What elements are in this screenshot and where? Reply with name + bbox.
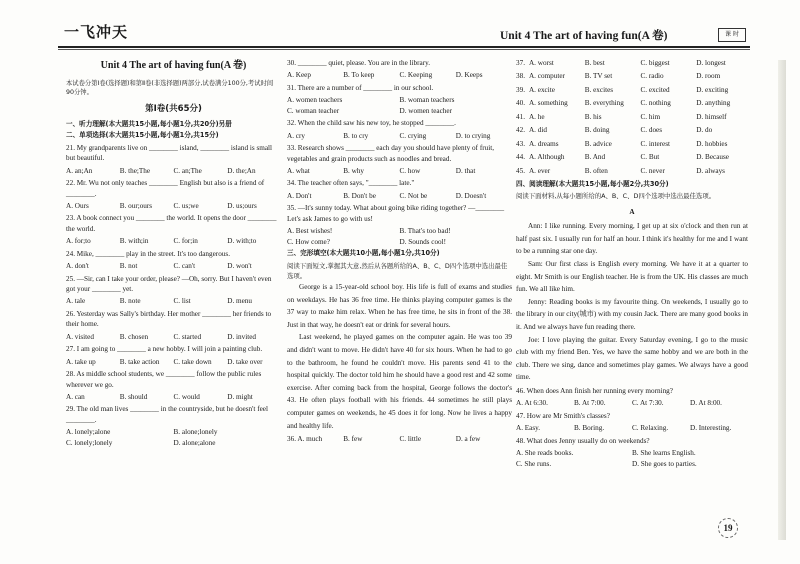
option: B. chosen	[119, 332, 149, 341]
question-stem: 46. When does Ann finish her running every morning?	[516, 386, 673, 395]
option: C. nothing	[640, 99, 671, 108]
cloze-options-36	[287, 434, 512, 444]
option: B. few	[343, 435, 363, 444]
option: C. But	[640, 153, 660, 162]
option: B. note	[119, 297, 141, 306]
question-options	[66, 261, 281, 271]
option: C. crying	[399, 131, 427, 140]
part-one-title: 第Ⅰ卷(共65分)	[145, 104, 202, 115]
option: C. him	[640, 112, 661, 121]
option: D. Keeps	[455, 71, 483, 80]
question-stem: 25. —Sir, can I take your order, please? —Oh, sorry. But I haven't even got your ________ yet.	[66, 274, 272, 294]
question-options	[287, 70, 512, 80]
option: C. list	[173, 297, 191, 306]
option: D. always	[696, 166, 725, 175]
option: B. to cry	[343, 131, 369, 140]
option: D. Sounds cool!	[399, 237, 447, 246]
option: D. take over	[227, 357, 263, 366]
question-stem: 34. The teacher often says, "________ late."	[287, 179, 415, 188]
question-options	[287, 226, 512, 247]
option: C. excited	[640, 85, 670, 94]
question-stem: 24. Mike, ________ play in the street. It's too dangerous.	[66, 249, 230, 258]
option: D. us;ours	[227, 201, 257, 210]
option: D. won't	[227, 262, 252, 271]
option: D. She goes to parties.	[632, 459, 697, 468]
brand-logo: 一飞冲天	[64, 23, 129, 41]
option: A. can	[66, 392, 85, 401]
question-options	[66, 296, 281, 306]
option: B. At 7:00.	[574, 399, 606, 408]
option: A. visited	[66, 332, 94, 341]
option: D. might	[227, 392, 253, 401]
option: A. Best wishes!	[287, 227, 333, 236]
section-single-choice: 二、单项选择(本大题共15小题,每小题1分,共15分)	[66, 131, 219, 140]
option: A. Don't	[287, 191, 312, 200]
option: A. don't	[66, 262, 89, 271]
option: C. woman teacher	[287, 106, 340, 115]
option: B. woman teachers	[399, 96, 455, 105]
question-options	[66, 236, 281, 246]
question-number: 44.	[516, 153, 525, 162]
option: D. Because	[696, 153, 729, 162]
option: B. with;in	[119, 237, 149, 246]
option: D. that	[455, 166, 476, 175]
option: D. a few	[455, 435, 481, 444]
option: B. doing	[584, 126, 610, 135]
option: C. an;The	[173, 166, 202, 175]
question-list	[516, 386, 748, 469]
option: D. to crying	[455, 131, 491, 140]
question-number: 41.	[516, 112, 525, 121]
option: A. lonely;alone	[66, 428, 111, 437]
question-number: 43.	[516, 139, 525, 148]
option: D. hobbies	[696, 139, 728, 148]
option: C. for;in	[173, 237, 198, 246]
question-stem: 27. I am going to ________ a new hobby. I will join a painting club.	[66, 345, 263, 354]
question-options	[66, 201, 281, 211]
unit-title: Unit 4 The art of having fun(A 卷)	[100, 60, 247, 71]
question-stem: 28. As middle school students, we ________ follow the public rules wherever we go.	[66, 370, 262, 389]
option: D. himself	[696, 112, 727, 121]
option: D. anything	[696, 99, 731, 108]
option: B. TV set	[584, 72, 613, 81]
option: B. everything	[584, 99, 624, 108]
question-stem: 22. Mr. Wu not only teaches ________ English but also is a friend of ________.	[66, 179, 265, 198]
question-stem: 21. My grandparents live on ________ island, ________ island is small but beautiful.	[66, 143, 273, 163]
option: A. cry	[287, 131, 305, 140]
option: B. our;ours	[119, 201, 153, 210]
option: D. Doesn't	[455, 191, 487, 200]
option: D. invited	[227, 332, 256, 341]
question-options	[287, 166, 512, 176]
question-options	[66, 392, 281, 402]
option: C. little	[399, 435, 422, 444]
option: D. At 8:00.	[690, 399, 722, 408]
question-number: 45.	[516, 166, 525, 175]
option: C. would	[173, 392, 200, 401]
section-listening: 一、听力理解(本大题共15小题,每小题1分,共20分)另册	[66, 119, 232, 128]
option: C. She runs.	[516, 459, 552, 468]
option: D. do	[696, 126, 713, 135]
option: C. started	[173, 332, 202, 341]
option: C. interest	[640, 139, 671, 148]
page-spine-shadow	[778, 60, 786, 540]
page-number: 19	[718, 518, 738, 538]
option: A. Ours	[66, 201, 89, 210]
option: A. tale	[66, 297, 86, 306]
question-stem: 48. What does Jenny usually do on weekends?	[516, 436, 650, 445]
cloze-options-grid	[516, 58, 748, 176]
question-stem: 29. The old man lives ________ in the countryside, but he doesn't feel ________.	[66, 405, 268, 424]
option: B. why	[343, 166, 365, 175]
question-options	[516, 448, 748, 469]
option: C. how	[399, 166, 421, 175]
option: B. Don't be	[343, 191, 376, 200]
option: D. alone;alone	[173, 438, 216, 447]
option: 36. A. much	[287, 435, 323, 444]
option: B. his	[584, 112, 602, 121]
header-title: Unit 4 The art of having fun(A 卷)	[500, 30, 668, 42]
option: A. Keep	[287, 71, 311, 80]
cloze-paragraph: George is a 15-year-old school boy. His life is full of exams and studies on weekdays. He has 36 free time. He thinks playing computer games is the 37 way to make him relax. When he has free time, he sits in front of the 38. Just in that way, he doesn't eat or drink for several hours.	[287, 283, 512, 329]
question-stem: 35. —It's sunny today. What about going bike riding together? —________ Let's ask James to go with us!	[287, 204, 505, 223]
option: C. never	[640, 166, 665, 175]
cloze-paragraph: Last weekend, he played games on the computer again. He was too 39 and didn't want to move. He didn't have 40 for six hours. When he had to go to the bathroom, he found he couldn't move. His parents send 41 to the hospital quickly. The doctor told him he should have a good rest and 42 some exercise. After coming back from the hospital, George follows the doctor's 43. He often plays football with his friends. 44 sometimes he still plays computer games on weekends, he 45 does it for long. Now he lives a happy and healthy life.	[287, 333, 512, 430]
passage-label: A	[629, 207, 635, 216]
question-options	[66, 166, 281, 176]
option: A. take up	[66, 357, 96, 366]
option: A. did	[528, 126, 547, 135]
option: A. She reads books.	[516, 449, 574, 458]
question-stem: 31. There are a number of ________ in our school.	[287, 83, 434, 92]
option: D. menu	[227, 297, 253, 306]
question-stem: 23. A book connect you ________ the world. It opens the door ________ the world.	[66, 214, 277, 233]
option: B. To keep	[343, 71, 375, 80]
option: D. with;to	[227, 237, 257, 246]
option: B. often	[584, 166, 608, 175]
question-stem: 30. ________ quiet, please. You are in the library.	[287, 59, 431, 67]
option: A. computer	[528, 72, 565, 81]
option: A. Although	[528, 153, 565, 162]
option: A. what	[287, 166, 310, 175]
option: B. advice	[584, 139, 612, 148]
option: B. should	[119, 392, 148, 401]
option: B. Boring.	[574, 424, 605, 433]
option: B. And	[584, 153, 606, 162]
question-list	[66, 143, 281, 448]
option: A. At 6:30.	[516, 399, 548, 408]
option: B. She learns English.	[632, 449, 696, 458]
question-stem: 26. Yesterday was Sally's birthday. Her mother ________ her friends to their home.	[66, 309, 272, 329]
option: C. How come?	[287, 237, 330, 246]
question-options	[66, 357, 281, 367]
option: B. the;The	[119, 166, 151, 175]
question-options	[516, 423, 748, 433]
option: A. worst	[528, 59, 554, 67]
column-middle	[287, 56, 512, 447]
option: C. can't	[173, 262, 196, 271]
question-number: 40.	[516, 99, 525, 108]
reading-instructions: 阅读下面材料,从每小题所给的A、B、C、D四个选项中选出最佳选项。	[516, 192, 716, 201]
option: C. does	[640, 126, 663, 135]
reading-paragraph: Ann: I like running. Every morning, I get up at six o'clock and then run at half past six. I usually run for half an hour. I think it's healthy for me and I want to be a running star one day.	[516, 222, 748, 256]
option: C. take down	[173, 357, 212, 366]
header-divider-thin	[58, 49, 750, 50]
option: B. not	[119, 262, 138, 271]
question-options	[287, 191, 512, 201]
question-list	[287, 58, 512, 247]
question-options	[287, 95, 512, 116]
option: B. alone;lonely	[173, 428, 218, 437]
option: D. longest	[696, 59, 726, 67]
option: A. an;An	[66, 166, 93, 175]
option: C. Not be	[399, 191, 428, 200]
option: C. us;we	[173, 201, 199, 210]
option: D. the;An	[227, 166, 256, 175]
question-number: 37.	[516, 59, 525, 67]
section-cloze: 三、完形填空(本大题共10小题,每小题1分,共10分)	[287, 249, 440, 257]
option: D. exciting	[696, 85, 729, 94]
option: A. dreams	[528, 139, 559, 148]
question-number: 42.	[516, 126, 525, 135]
option: C. Keeping	[399, 71, 433, 80]
option: A. Easy.	[516, 424, 541, 433]
option: C. biggest	[640, 59, 670, 67]
reading-paragraph: Joe: I love playing the guitar. Every Saturday evening, I go to the music club with my friend Ben. Yes, we have the same hobby and we are both in the club. There we sing, dance and sometimes play games. We always have a good time.	[516, 335, 748, 382]
option: A. ever	[528, 166, 551, 175]
column-left	[66, 56, 281, 450]
question-options	[66, 332, 281, 342]
option: C. lonely;lonely	[66, 438, 113, 447]
section-reading: 四、阅读理解(本大题共15小题,每小题2分,共30分)	[516, 179, 669, 188]
option: A. for;to	[66, 237, 91, 246]
question-number: 38.	[516, 72, 525, 81]
option: B. excites	[584, 85, 614, 94]
reading-paragraph: Sam: Our first class is English every morning. We have it at a quarter to eight. Mr Smith is our English teacher. He is from the UK. His classes are much fun. We all like him.	[516, 259, 748, 294]
column-right	[516, 56, 748, 471]
option: A. he	[528, 112, 545, 121]
reading-paragraph: Jenny: Reading books is my favourite thing. On weekends, I usually go to the library in our city(城市) with my cousin Jack. There are many good books in it. And we always have fun reading there.	[516, 297, 749, 331]
question-stem: 32. When the child saw his new toy, he stopped ________.	[287, 119, 456, 128]
option: B. best	[584, 59, 605, 67]
question-options	[516, 398, 748, 408]
option: A. something	[528, 99, 568, 108]
question-stem: 47. How are Mr Smith's classes?	[516, 411, 610, 420]
option: C. At 7:30.	[632, 399, 664, 408]
header-badge: 课 时	[718, 28, 746, 42]
header-divider	[58, 46, 750, 48]
option: B. take action	[119, 357, 160, 366]
option: D. room	[696, 72, 721, 81]
question-stem: 33. Research shows ________ each day you should have plenty of fruit, vegetables and grain products such as noodles and bread.	[287, 144, 494, 163]
option: D. Interesting.	[690, 424, 732, 433]
option: C. radio	[640, 72, 664, 81]
exam-note: 本试卷分第Ⅰ卷(选择题)和第Ⅱ卷(非选择题)两部分,试卷满分100分,考试时间90分钟。	[66, 79, 274, 96]
question-number: 39.	[516, 85, 525, 94]
option: A. excite	[528, 85, 555, 94]
cloze-instructions: 阅读下面短文,掌握其大意,然后从各题所给的A、B、C、D四个选项中选出最佳选项。	[287, 261, 508, 280]
option: D. women teacher	[399, 106, 452, 115]
question-options	[287, 131, 512, 141]
option: C. Relaxing.	[632, 424, 669, 433]
question-options	[66, 427, 281, 448]
option: A. women teachers	[287, 96, 343, 105]
option: B. That's too bad!	[399, 227, 451, 236]
